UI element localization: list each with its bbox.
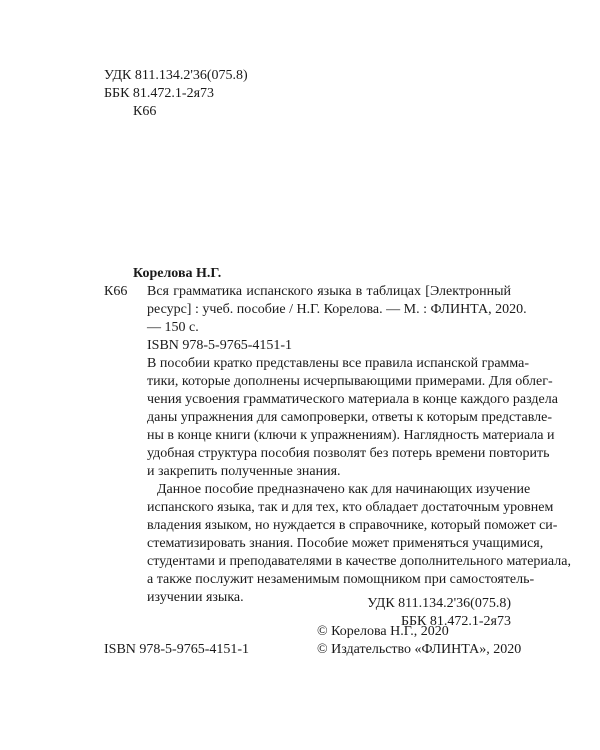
annotation-line: испанского языка, так и для тех, кто обладает достаточным уровнем (147, 500, 554, 515)
annotation-line: студентами и преподавателями в качестве дополнительного материала, (147, 554, 571, 569)
annotation-line: тики, которые дополнены исчерпывающими примерами. Для облег- (147, 374, 553, 389)
header-code: К66 (133, 104, 157, 119)
header-udk: УДК 811.134.2'36(075.8) (104, 68, 248, 83)
annotation-line: а также послужит незаменимым помощником при самостоятель- (147, 572, 535, 587)
annotation-line: В пособии кратко представлены все правила испанской грамма- (147, 356, 530, 371)
title-line: ресурс] : учеб. пособие / Н.Г. Корелова. — М. : ФЛИНТА, 2020. (147, 302, 527, 317)
annotation-line: ны в конце книги (ключи к упражнениям). Наглядность материала и (147, 428, 555, 443)
record-isbn: ISBN 978-5-9765-4151-1 (147, 338, 293, 353)
header-bbk: ББК 81.472.1-2я73 (104, 86, 215, 101)
copyright-publisher: © Издательство «ФЛИНТА», 2020 (317, 642, 522, 657)
title-line: — 150 с. (147, 320, 199, 335)
annotation-line: изучении языка. (147, 590, 244, 605)
annotation-line: удобная структура пособия позволят без потерь времени повторить (147, 446, 550, 461)
annotation-line: даны упражнения для самопроверки, ответы к которым представле- (147, 410, 553, 425)
author-name: Корелова Н.Г. (133, 266, 222, 281)
annotation-line: Данное пособие предназначено как для начинающих изучение (157, 482, 531, 497)
annotation-line: и закрепить полученные знания. (147, 464, 341, 479)
classification-udk: УДК 811.134.2'36(075.8) (367, 596, 511, 611)
copyright-author: © Корелова Н.Г., 2020 (317, 624, 449, 639)
footer-isbn: ISBN 978-5-9765-4151-1 (104, 642, 250, 657)
annotation-line: стематизировать знания. Пособие может применяться учащимися, (147, 536, 544, 551)
title-line: Вся грамматика испанского языка в таблицах [Электронный (147, 284, 511, 299)
annotation-line: чения усвоения грамматического материала в конце каждого раздела (147, 392, 558, 407)
side-code: К66 (104, 284, 128, 299)
annotation-line: владения языком, но нуждается в справочнике, который поможет си- (147, 518, 558, 533)
classification-bbk: ББК 81.472.1-2я73 (400, 614, 511, 629)
